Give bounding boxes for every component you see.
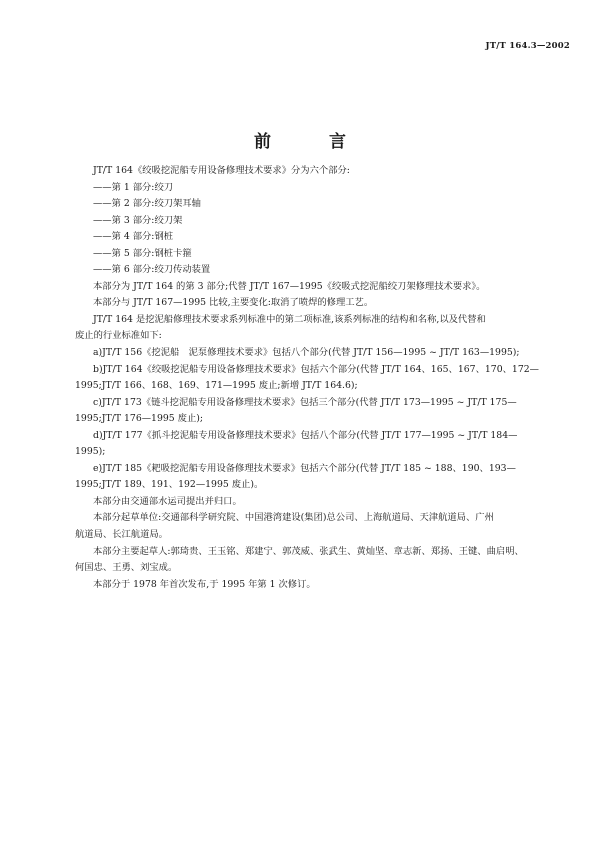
body-line: ——第 5 部分:钢桩卡箍: [93, 247, 192, 259]
body-line: ——第 6 部分:绞刀传动装置: [93, 264, 211, 276]
body-line: 本部分于 1978 年首次发布,于 1995 年第 1 次修订。: [93, 578, 316, 590]
body-line: 本部分起草单位:交通部科学研究院、中国港湾建设(集团)总公司、上海航道局、天津航道局、广州: [93, 512, 494, 524]
foreword-body: [75, 163, 573, 593]
body-line: 本部分为 JT/T 164 的第 3 部分;代替 JT/T 167—1995《绞吸式挖泥船绞刀架修理技术要求》。: [93, 280, 486, 292]
body-line: JT/T 164 是挖泥船修理技术要求系列标准中的第二项标准,该系列标准的结构和名称,以及代替和: [93, 313, 486, 325]
body-line: b)JT/T 164《绞吸挖泥船专用设备修理技术要求》包括六个部分(代替 JT/T 164、165、167、170、172—: [93, 363, 539, 375]
body-line: ——第 1 部分:绞刀: [93, 181, 174, 193]
body-line: 1995;JT/T 189、191、192—1995 废止)。: [75, 479, 264, 491]
body-line: d)JT/T 177《抓斗挖泥船专用设备修理技术要求》包括八个部分(代替 JT/T 177—1995 ~ JT/T 184—: [93, 429, 518, 441]
body-line: JT/T 164《绞吸挖泥船专用设备修理技术要求》分为六个部分:: [93, 165, 350, 176]
body-line: 废止的行业标准如下:: [75, 330, 162, 342]
body-line: 本部分主要起草人:郭琦贵、王玉铭、郑建宁、郭茂威、张武生、黄灿坚、章志新、郑扬、王键、曲启明、: [93, 545, 524, 557]
body-line: 1995;JT/T 176—1995 废止);: [75, 413, 204, 425]
standard-code: JT/T 164.3—2002: [485, 41, 570, 51]
body-line: c)JT/T 173《链斗挖泥船专用设备修理技术要求》包括三个部分(代替 JT/T 173—1995 ~ JT/T 175—: [93, 396, 517, 408]
body-line: 何国忠、王勇、刘宝成。: [75, 562, 178, 574]
body-line: 本部分与 JT/T 167—1995 比较,主要变化:取消了喷焊的修理工艺。: [93, 297, 374, 309]
body-line: a)JT/T 156《挖泥船 泥泵修理技术要求》包括八个部分(代替 JT/T 156—1995 ~ JT/T 163—1995);: [93, 347, 520, 359]
body-line: ——第 2 部分:绞刀架耳轴: [93, 198, 201, 210]
body-line: 航道局、长江航道局。: [75, 529, 168, 541]
body-line: ——第 3 部分:绞刀架: [93, 214, 183, 226]
body-line: e)JT/T 185《耙吸挖泥船专用设备修理技术要求》包括六个部分(代替 JT/T 185 ~ 188、190、193—: [93, 462, 516, 474]
body-line: 1995;JT/T 166、168、169、171—1995 废止;新增 JT/T 164.6);: [75, 380, 358, 392]
body-line: ——第 4 部分:钢桩: [93, 231, 174, 243]
body-line: 1995);: [75, 446, 106, 458]
body-line: 本部分由交通部水运司提出并归口。: [93, 495, 242, 507]
page-title: 前 言: [254, 132, 372, 152]
